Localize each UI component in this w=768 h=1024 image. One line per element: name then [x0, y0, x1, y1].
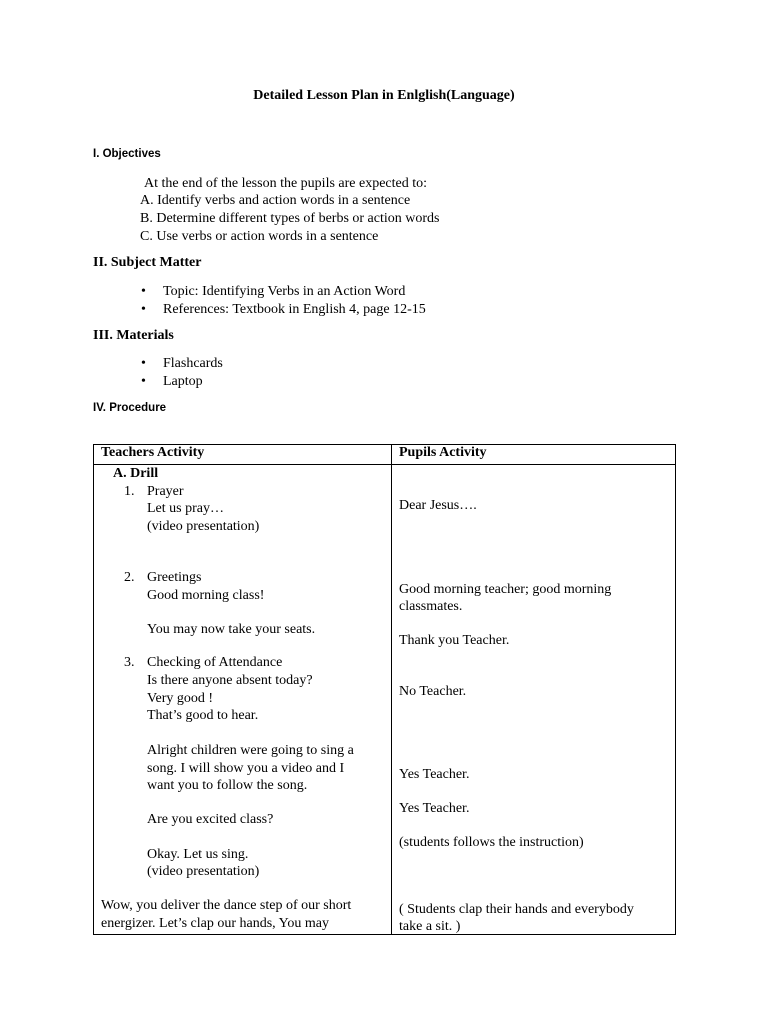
wow-line-2: energizer. Let’s clap our hands, You may [101, 916, 329, 931]
table-header-row [94, 445, 676, 465]
song-line-3: want you to follow the song. [147, 778, 308, 793]
material-laptop: • Laptop [163, 373, 223, 391]
sing-line-1: Okay. Let us sing. [147, 847, 249, 862]
greetings-seats: You may now take your seats. [147, 622, 316, 637]
materials-heading: III. Materials [93, 328, 174, 343]
prayer-number: 1. [124, 484, 135, 499]
pupil-response-yes-2: Yes Teacher. [399, 801, 470, 816]
song-line-2: song. I will show you a video and I [147, 761, 345, 776]
pupil-response-clap-1: ( Students clap their hands and everybody [399, 902, 634, 917]
subject-matter-heading: II. Subject Matter [93, 255, 202, 270]
wow-line-1: Wow, you deliver the dance step of our short [101, 898, 352, 913]
prayer-video: (video presentation) [147, 519, 260, 534]
objectives-heading: I. Objectives [93, 148, 161, 160]
objective-item-b: B. Determine different types of berbs or action words [140, 211, 440, 226]
prayer-line: Let us pray… [147, 501, 224, 516]
objectives-intro: At the end of the lesson the pupils are expected to: [144, 176, 428, 191]
document-title: Detailed Lesson Plan in Enlglish(Language) [253, 88, 515, 103]
pupils-activity-header: Pupils Activity [392, 445, 676, 465]
pupil-response-yes-1: Yes Teacher. [399, 767, 470, 782]
table-row [94, 465, 676, 935]
attendance-good-hear: That’s good to hear. [147, 708, 259, 723]
pupil-response-greeting-2: classmates. [399, 599, 463, 614]
pupil-response-greeting-1: Good morning teacher; good morning [399, 582, 612, 597]
pupil-response-absent: No Teacher. [399, 684, 467, 699]
attendance-label: Checking of Attendance [147, 655, 283, 670]
greetings-label: Greetings [147, 570, 202, 585]
subject-matter-references: • References: Textbook in English 4, page 12-15 [163, 301, 426, 319]
excited-question: Are you excited class? [147, 812, 274, 827]
teachers-activity-cell [94, 465, 392, 935]
greetings-number: 2. [124, 570, 135, 585]
attendance-number: 3. [124, 655, 135, 670]
materials-list [163, 355, 223, 391]
prayer-label: Prayer [147, 484, 184, 499]
sing-line-2: (video presentation) [147, 864, 260, 879]
teachers-activity-header: Teachers Activity [94, 445, 392, 465]
greetings-line: Good morning class! [147, 588, 265, 603]
procedure-heading: IV. Procedure [93, 402, 167, 414]
subject-matter-list [163, 283, 426, 319]
attendance-question: Is there anyone absent today? [147, 673, 313, 688]
procedure-table [93, 444, 676, 935]
subject-matter-topic: • Topic: Identifying Verbs in an Action Word [163, 283, 426, 301]
objective-item-a: A. Identify verbs and action words in a sentence [140, 193, 411, 208]
objective-item-c: C. Use verbs or action words in a sentence [140, 229, 379, 244]
pupil-response-prayer: Dear Jesus…. [399, 498, 477, 513]
song-line-1: Alright children were going to sing a [147, 743, 354, 758]
pupil-response-thanks: Thank you Teacher. [399, 633, 510, 648]
pupils-activity-cell [392, 465, 676, 935]
attendance-very-good: Very good ! [147, 691, 214, 706]
pupil-response-instruction: (students follows the instruction) [399, 835, 584, 850]
drill-heading: A. Drill [113, 466, 159, 481]
pupil-response-clap-2: take a sit. ) [399, 919, 461, 934]
material-flashcards: • Flashcards [163, 355, 223, 373]
